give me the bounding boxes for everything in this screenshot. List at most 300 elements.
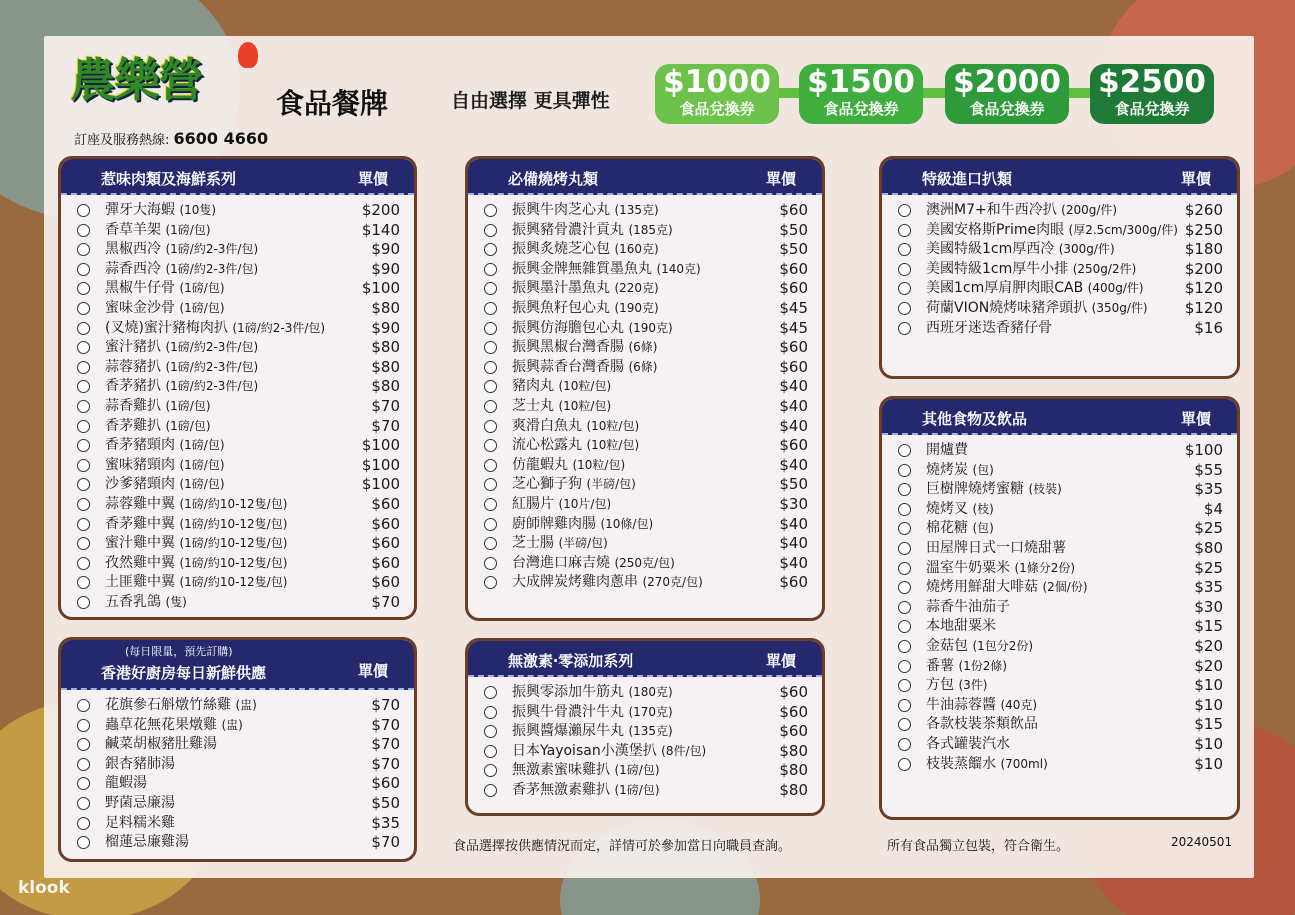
item-name: 美國特級1cm厚西冷: [926, 241, 1055, 258]
menu-item[interactable]: [61, 417, 414, 437]
radio-button[interactable]: [898, 718, 911, 731]
item-note: (6條): [628, 359, 658, 374]
radio-button[interactable]: [898, 640, 911, 653]
item-price: $180: [1184, 240, 1223, 259]
radio-button[interactable]: [77, 322, 90, 335]
radio-button[interactable]: [77, 459, 90, 472]
item-price: $35: [1194, 578, 1223, 597]
section-header: [61, 159, 414, 195]
menu-version-code: 20240501: [1171, 835, 1233, 849]
menu-item[interactable]: [468, 742, 822, 762]
item-price: $60: [371, 553, 400, 572]
menu-item[interactable]: [61, 319, 414, 339]
menu-item[interactable]: [61, 515, 414, 535]
item-note: (1磅/包): [179, 457, 225, 472]
radio-button[interactable]: [484, 302, 497, 315]
menu-item[interactable]: [61, 716, 414, 736]
menu-item[interactable]: [61, 260, 414, 280]
menu-item[interactable]: [468, 319, 822, 339]
radio-button[interactable]: [77, 282, 90, 295]
menu-item[interactable]: [882, 657, 1237, 677]
item-name: 香茅雞中翼: [105, 515, 175, 532]
menu-item[interactable]: [882, 735, 1237, 755]
radio-button[interactable]: [484, 706, 497, 719]
item-price: $60: [779, 201, 808, 219]
radio-button[interactable]: [484, 537, 497, 550]
menu-item[interactable]: [468, 338, 822, 358]
menu-item[interactable]: [882, 539, 1237, 559]
menu-item[interactable]: [882, 441, 1237, 461]
coupon-2000: [945, 64, 1069, 124]
menu-item[interactable]: [468, 260, 822, 280]
radio-button[interactable]: [898, 282, 911, 295]
radio-button[interactable]: [77, 341, 90, 354]
item-price: $4: [1203, 499, 1223, 518]
item-name: 野菌忌廉湯: [105, 794, 175, 811]
coupon-label: 食品兌換券: [969, 100, 1045, 118]
radio-button[interactable]: [898, 464, 911, 477]
item-name: 振興仿海膽包心丸: [512, 319, 624, 336]
item-name: 方包: [926, 677, 954, 694]
menu-item[interactable]: [882, 500, 1237, 520]
item-name: 燒烤叉: [926, 500, 968, 517]
item-name: 蒜香牛油茄子: [926, 598, 1010, 615]
item-name: 芝心獅子狗: [512, 476, 582, 493]
item-price: $90: [371, 318, 400, 337]
item-note: (1磅/約10-12隻/包): [179, 575, 288, 590]
item-list: [468, 677, 822, 801]
radio-button[interactable]: [898, 660, 911, 673]
section-title: 香港好廚房每日新鮮供應: [101, 664, 267, 682]
radio-button[interactable]: [898, 243, 911, 256]
radio-button[interactable]: [77, 758, 90, 771]
menu-item[interactable]: [882, 260, 1237, 280]
menu-item[interactable]: [61, 735, 414, 755]
radio-button[interactable]: [484, 400, 497, 413]
price-header: 單價: [1180, 410, 1211, 428]
radio-button[interactable]: [484, 745, 497, 758]
menu-item[interactable]: [468, 397, 822, 417]
item-price: $60: [779, 722, 808, 741]
radio-button[interactable]: [77, 380, 90, 393]
radio-button[interactable]: [898, 758, 911, 771]
item-price: $70: [371, 396, 400, 415]
item-price: $80: [371, 298, 400, 317]
radio-button[interactable]: [898, 503, 911, 516]
item-note: (1磅/包): [179, 438, 225, 453]
radio-button[interactable]: [484, 498, 497, 511]
item-note: (1條分2份): [1014, 560, 1076, 575]
menu-item[interactable]: [61, 554, 414, 574]
radio-button[interactable]: [484, 557, 497, 570]
item-note: (135克): [614, 203, 659, 217]
menu-item[interactable]: [468, 703, 822, 723]
radio-button[interactable]: [77, 439, 90, 452]
radio-button[interactable]: [484, 784, 497, 797]
item-name: 沙爹豬頸肉: [105, 476, 175, 493]
menu-item[interactable]: [61, 774, 414, 794]
item-note: (250g/2件): [1072, 261, 1137, 276]
radio-button[interactable]: [898, 483, 911, 496]
menu-item[interactable]: [468, 279, 822, 299]
menu-item[interactable]: [61, 377, 414, 397]
coupon-amount: $1000: [663, 64, 771, 100]
page-title: 食品餐牌: [276, 87, 389, 120]
item-price: $30: [779, 494, 808, 513]
menu-item[interactable]: [468, 417, 822, 437]
menu-item[interactable]: [468, 377, 822, 397]
item-name: 香茅豬扒: [105, 378, 161, 395]
item-name: 蒜蓉豬扒: [105, 358, 161, 375]
item-price: $40: [779, 455, 808, 474]
coupon-amount: $2000: [953, 64, 1061, 100]
item-name: 香草羊架: [105, 221, 161, 238]
menu-item[interactable]: [468, 722, 822, 742]
item-name: 荷蘭VION燒烤味豬斧頭扒: [926, 299, 1088, 316]
radio-button[interactable]: [898, 601, 911, 614]
item-note: (40克): [1000, 697, 1038, 712]
item-price: $70: [371, 592, 400, 611]
radio-button[interactable]: [484, 243, 497, 256]
item-price: $250: [1184, 220, 1223, 239]
item-note: (1磅/包): [179, 300, 225, 315]
item-price: $70: [371, 833, 400, 852]
item-note: (200g/件): [1061, 203, 1118, 217]
item-name: 五香乳鴿: [105, 593, 161, 610]
menu-item[interactable]: [882, 676, 1237, 696]
supply-note: 食品選擇按供應情況而定，詳情可於參加當日向職員查詢。: [453, 839, 792, 854]
item-price: $45: [779, 318, 808, 337]
item-price: $60: [779, 683, 808, 701]
coupon-label: 食品兌換券: [823, 100, 899, 118]
menu-item[interactable]: [61, 814, 414, 834]
item-note: (180克): [628, 685, 673, 699]
item-price: $200: [1184, 259, 1223, 278]
menu-item[interactable]: [882, 755, 1237, 775]
menu-item[interactable]: [468, 554, 822, 574]
item-price: $60: [779, 338, 808, 357]
menu-item[interactable]: [468, 573, 822, 593]
radio-button[interactable]: [77, 518, 90, 531]
item-note: (3件): [958, 678, 988, 693]
coupon-label: 食品兌換券: [1114, 100, 1190, 118]
item-name: 銀杏豬肺湯: [105, 755, 175, 772]
radio-button[interactable]: [484, 341, 497, 354]
radio-button[interactable]: [484, 361, 497, 374]
menu-item[interactable]: [468, 436, 822, 456]
radio-button[interactable]: [77, 557, 90, 570]
menu-item[interactable]: [468, 534, 822, 554]
item-price: $55: [1194, 460, 1223, 479]
radio-button[interactable]: [898, 522, 911, 535]
item-name: 彈牙大海蝦: [105, 202, 175, 218]
radio-button[interactable]: [77, 777, 90, 790]
item-name: 振興黑椒台灣香腸: [512, 339, 624, 356]
item-name: 振興魚籽包心丸: [512, 299, 610, 316]
radio-button[interactable]: [77, 263, 90, 276]
menu-item[interactable]: [61, 299, 414, 319]
menu-item[interactable]: [61, 593, 414, 613]
item-name: 枝裝蒸餾水: [926, 755, 996, 772]
item-name: 台灣進口麻吉燒: [512, 554, 610, 571]
menu-item[interactable]: [61, 534, 414, 554]
section-title: 無激素‧零添加系列: [508, 652, 634, 670]
radio-button[interactable]: [77, 738, 90, 751]
radio-button[interactable]: [484, 380, 497, 393]
item-name: 孜然雞中翼: [105, 554, 175, 571]
menu-item[interactable]: [468, 299, 822, 319]
radio-button[interactable]: [898, 322, 911, 335]
radio-button[interactable]: [484, 420, 497, 433]
menu-item[interactable]: [468, 761, 822, 781]
item-name: 棉花糖: [926, 520, 968, 537]
item-name: 芝士丸: [512, 397, 554, 414]
item-price: $140: [361, 220, 400, 239]
menu-item[interactable]: [61, 573, 414, 593]
item-note: (10片/包): [558, 496, 612, 511]
item-list: [882, 195, 1237, 338]
hotline: [74, 129, 268, 148]
menu-item[interactable]: [61, 755, 414, 775]
item-price: $70: [371, 715, 400, 734]
radio-button[interactable]: [898, 444, 911, 457]
item-name: 蟲草花無花果燉雞: [105, 716, 217, 733]
menu-item[interactable]: [882, 696, 1237, 716]
menu-item[interactable]: [468, 456, 822, 476]
radio-button[interactable]: [77, 797, 90, 810]
item-price: $80: [371, 357, 400, 376]
radio-button[interactable]: [484, 322, 497, 335]
radio-button[interactable]: [484, 518, 497, 531]
radio-button[interactable]: [484, 725, 497, 738]
item-note: (190克): [614, 300, 659, 315]
item-note: (1磅/約2-3件/包): [165, 379, 259, 394]
radio-button[interactable]: [77, 719, 90, 732]
item-note: (190克): [628, 320, 673, 335]
item-name: 蒜蓉雞中翼: [105, 495, 175, 512]
radio-button[interactable]: [898, 562, 911, 575]
item-price: $60: [779, 702, 808, 721]
menu-item[interactable]: [468, 683, 822, 703]
radio-button[interactable]: [484, 764, 497, 777]
radio-button[interactable]: [77, 699, 90, 712]
menu-item[interactable]: [882, 461, 1237, 481]
menu-item[interactable]: [468, 515, 822, 535]
item-name: 無激素蜜味雞扒: [512, 762, 610, 779]
menu-item[interactable]: [61, 495, 414, 515]
item-note: (185克): [628, 222, 673, 237]
radio-button[interactable]: [484, 459, 497, 472]
menu-item[interactable]: [882, 279, 1237, 299]
radio-button[interactable]: [77, 420, 90, 433]
radio-button[interactable]: [77, 302, 90, 315]
menu-item[interactable]: [61, 201, 414, 221]
radio-button[interactable]: [484, 263, 497, 276]
item-name: 美國特級1cm厚牛小排: [926, 260, 1069, 277]
menu-item[interactable]: [882, 201, 1237, 221]
item-name: 蜜汁豬扒: [105, 339, 161, 356]
item-price: $60: [779, 279, 808, 298]
item-name: 西班牙迷迭香豬仔骨: [926, 319, 1052, 336]
menu-item[interactable]: [468, 240, 822, 260]
radio-button[interactable]: [898, 699, 911, 712]
menu-item[interactable]: [61, 456, 414, 476]
menu-item[interactable]: [882, 240, 1237, 260]
item-price: $120: [1184, 279, 1223, 298]
menu-item[interactable]: [882, 715, 1237, 735]
section-header: [882, 399, 1237, 435]
radio-button[interactable]: [484, 686, 497, 699]
item-note: (1磅/約2-3件/包): [165, 340, 259, 355]
item-name: 香茅雞扒: [105, 417, 161, 434]
item-note: (1磅/約2-3件/包): [165, 261, 259, 276]
menu-item[interactable]: [882, 480, 1237, 500]
radio-button[interactable]: [898, 581, 911, 594]
item-name: 蜜味金沙骨: [105, 299, 175, 316]
item-note: (160克): [614, 242, 659, 257]
menu-item[interactable]: [61, 279, 414, 299]
item-note: (厚2.5cm/300g/件): [1068, 222, 1178, 237]
item-price: $100: [361, 436, 400, 455]
item-name: 牛油蒜蓉醬: [926, 696, 996, 713]
radio-button[interactable]: [898, 679, 911, 692]
radio-button[interactable]: [484, 204, 497, 217]
item-name: 振興醬爆瀨尿牛丸: [512, 723, 624, 740]
radio-button[interactable]: [77, 576, 90, 589]
menu-item[interactable]: [882, 519, 1237, 539]
section-title: 其他食物及飲品: [922, 410, 1028, 428]
menu-item[interactable]: [61, 397, 414, 417]
item-note: (1磅/包): [614, 782, 660, 797]
item-name: 日本Yayoisan小漢堡扒: [512, 742, 657, 759]
radio-button[interactable]: [77, 224, 90, 237]
item-note: (2個/份): [1042, 580, 1088, 595]
item-note: (包): [972, 462, 994, 477]
item-name: 香茅無激素雞扒: [512, 781, 610, 798]
item-price: $70: [371, 754, 400, 773]
radio-button[interactable]: [77, 478, 90, 491]
item-note: (8件/包): [661, 743, 707, 758]
item-name: 足料糯米雞: [105, 814, 175, 831]
item-price: $60: [371, 494, 400, 513]
section-imported: [879, 156, 1240, 379]
menu-item[interactable]: [468, 475, 822, 495]
radio-button[interactable]: [77, 596, 90, 609]
item-name: 燒烤用鮮甜大啡菇: [926, 579, 1038, 596]
radio-button[interactable]: [484, 439, 497, 452]
item-note: (10粒/包): [572, 457, 626, 472]
item-note: (盅): [235, 698, 257, 712]
item-name: 各款枝裝茶類飲品: [926, 716, 1038, 733]
item-price: $30: [1194, 597, 1223, 616]
menu-item[interactable]: [468, 201, 822, 221]
item-note: (隻): [165, 594, 187, 609]
item-name: 土匪雞中翼: [105, 574, 175, 591]
menu-item[interactable]: [61, 696, 414, 716]
radio-button[interactable]: [898, 738, 911, 751]
item-name: 溫室牛奶粟米: [926, 559, 1010, 576]
radio-button[interactable]: [898, 302, 911, 315]
menu-item[interactable]: [468, 781, 822, 801]
radio-button[interactable]: [898, 204, 911, 217]
menu-item[interactable]: [882, 637, 1237, 657]
section-title: 必備燒烤丸類: [508, 170, 599, 188]
radio-button[interactable]: [898, 542, 911, 555]
radio-button[interactable]: [77, 836, 90, 849]
menu-item[interactable]: [882, 578, 1237, 598]
menu-item[interactable]: [61, 338, 414, 358]
menu-item[interactable]: [882, 299, 1237, 319]
item-name: (叉燒)蜜汁豬梅肉扒: [105, 319, 228, 336]
item-name: 龍蝦湯: [105, 775, 147, 792]
menu-item[interactable]: [61, 794, 414, 814]
item-price: $80: [371, 338, 400, 357]
item-price: $200: [361, 201, 400, 219]
item-note: (10粒/包): [586, 438, 640, 453]
item-price: $70: [371, 416, 400, 435]
radio-button[interactable]: [898, 263, 911, 276]
menu-item[interactable]: [882, 559, 1237, 579]
menu-item[interactable]: [882, 221, 1237, 241]
radio-button[interactable]: [77, 243, 90, 256]
menu-item[interactable]: [61, 221, 414, 241]
item-note: (140克): [656, 261, 701, 276]
item-note: (1磅/約10-12隻/包): [179, 516, 288, 531]
item-price: $10: [1194, 695, 1223, 714]
item-price: $35: [371, 813, 400, 832]
radio-button[interactable]: [77, 400, 90, 413]
radio-button[interactable]: [77, 498, 90, 511]
item-note: (270克/包): [642, 575, 703, 590]
menu-item[interactable]: [882, 319, 1237, 339]
menu-item[interactable]: [61, 475, 414, 495]
radio-button[interactable]: [484, 576, 497, 589]
item-price: $40: [779, 514, 808, 533]
menu-item[interactable]: [468, 495, 822, 515]
radio-button[interactable]: [484, 282, 497, 295]
item-price: $80: [779, 761, 808, 780]
item-price: $50: [779, 475, 808, 494]
menu-item[interactable]: [61, 436, 414, 456]
item-name: 本地甜粟米: [926, 618, 996, 635]
menu-item[interactable]: [882, 598, 1237, 618]
menu-item[interactable]: [61, 833, 414, 853]
menu-item[interactable]: [468, 221, 822, 241]
radio-button[interactable]: [484, 478, 497, 491]
menu-item[interactable]: [468, 358, 822, 378]
radio-button[interactable]: [898, 224, 911, 237]
radio-button[interactable]: [898, 620, 911, 633]
item-note: (1磅/約2-3件/包): [165, 242, 259, 257]
item-price: $260: [1184, 201, 1223, 219]
item-note: (1磅/包): [614, 763, 660, 778]
menu-item[interactable]: [61, 358, 414, 378]
item-note: (10條/包): [600, 516, 654, 531]
item-name: 蒜香西冷: [105, 260, 161, 277]
radio-button[interactable]: [77, 204, 90, 217]
menu-item[interactable]: [882, 617, 1237, 637]
radio-button[interactable]: [77, 361, 90, 374]
coupon-1500: [799, 64, 923, 124]
radio-button[interactable]: [484, 224, 497, 237]
item-price: $16: [1194, 318, 1223, 337]
radio-button[interactable]: [77, 817, 90, 830]
item-price: $80: [779, 741, 808, 760]
menu-item[interactable]: [61, 240, 414, 260]
radio-button[interactable]: [77, 537, 90, 550]
item-price: $70: [371, 696, 400, 714]
coupon-label: 食品兌換券: [679, 100, 755, 118]
